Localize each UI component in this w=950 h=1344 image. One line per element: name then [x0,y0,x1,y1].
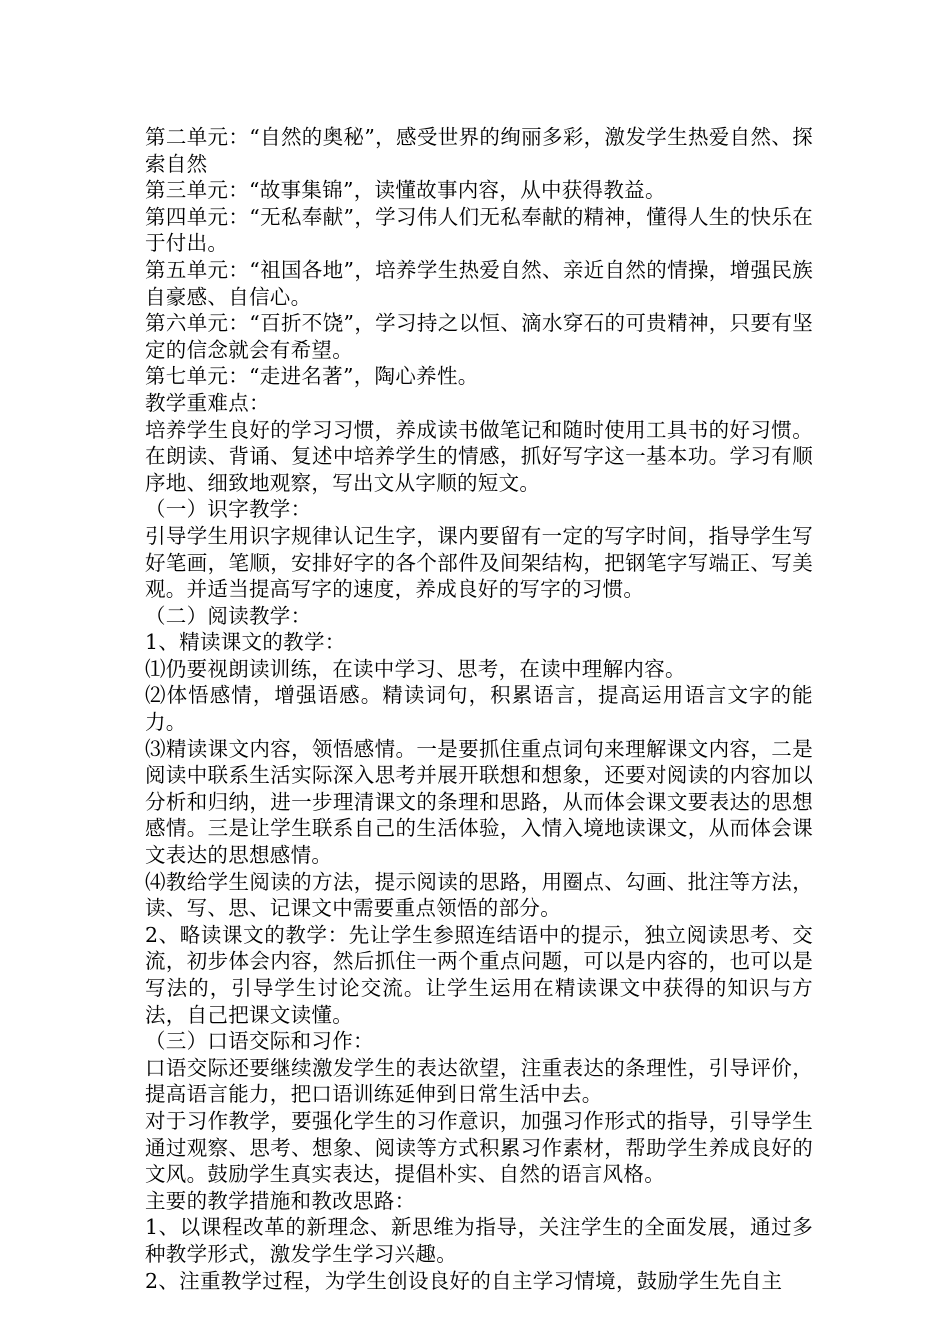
paragraph-key-points: 培养学生良好的学习习惯，养成读书做笔记和随时使用工具书的好习惯。在朗读、背诵、复述中培养学生的情感，抓好写字这一基本功。学习有顺序地、细致地观察，写出文从字顺的短文。 [145,417,813,495]
heading-key-points: 教学重难点： [145,390,270,415]
document-body [145,124,813,1294]
paragraph-literacy: 引导学生用识字规律认记生字，课内要留有一定的写字时间，指导学生写好笔画，笔顺，安排好字的各个部件及间架结构，把钢笔字写端正、写美观。并适当提高写字的速度，养成良好的写字的习惯。 [145,523,813,602]
list-item-reading-4: ⑷教给学生阅读的方法，提示阅读的思路，用圈点、勾画、批注等方法，读、写、思、记课文中需要重点领悟的部分。 [145,869,813,921]
heading-literacy: （一）识字教学： [145,497,312,522]
heading-oral-writing: （三）口语交际和习作： [145,1029,374,1054]
paragraph-writing: 对于习作教学，要强化学生的习作意识，加强习作形式的指导，引导学生通过观察、思考、想象、阅读等方式积累习作素材，帮助学生养成良好的文风。鼓励学生真实表达，提倡朴实、自然的语言风格。 [145,1108,813,1187]
paragraph-unit-7: 第七单元：“走进名著”，陶心养性。 [145,364,479,389]
subheading-intensive-reading: 1、精读课文的教学： [145,630,346,655]
list-item-reading-2: ⑵体悟感情，增强语感。精读词句，积累语言，提高运用语言文字的能力。 [145,683,813,735]
paragraph-oral: 口语交际还要继续激发学生的表达欲望，注重表达的条理性，引导评价，提高语言能力，把口语训练延伸到日常生活中去。 [145,1055,813,1107]
paragraph-unit-4: 第四单元：“无私奉献”，学习伟人们无私奉献的精神，懂得人生的快乐在于付出。 [145,204,813,256]
list-item-reading-1: ⑴仍要视朗读训练，在读中学习、思考，在读中理解内容。 [145,656,686,681]
heading-reading: （二）阅读教学： [145,603,312,628]
paragraph-unit-5: 第五单元：“祖国各地”，培养学生热爱自然、亲近自然的情操，增强民族自豪感、自信心。 [145,257,813,309]
list-item-measure-2: 2、注重教学过程，为学生创设良好的自主学习情境，鼓励学生先自主 [145,1268,783,1293]
list-item-reading-3: ⑶精读课文内容，领悟感情。一是要抓住重点词句来理解课文内容，二是阅读中联系生活实际深入思考并展开联想和想象，还要对阅读的内容加以分析和归纳，进一步理清课文的条理和思路，从而体会课文要表达的思想感情。三是让学生联系自己的生活体验，入情入境地读课文，从而体会课文表达的思想感情。 [145,736,813,868]
heading-measures: 主要的教学措施和教改思路： [145,1188,416,1213]
list-item-measure-1: 1、以课程改革的新理念、新思维为指导，关注学生的全面发展，通过多种教学形式，激发学生学习兴趣。 [145,1215,813,1266]
paragraph-unit-3: 第三单元：“故事集锦”，读懂故事内容，从中获得教益。 [145,178,666,203]
paragraph-unit-2: 第二单元：“自然的奥秘”，感受世界的绚丽多彩，激发学生热爱自然、探索自然 [145,125,813,176]
paragraph-unit-6: 第六单元：“百折不饶”，学习持之以恒、滴水穿石的可贵精神，只要有坚定的信念就会有希望。 [145,311,813,362]
paragraph-skim-reading: 2、略读课文的教学：先让学生参照连结语中的提示，独立阅读思考、交流，初步体会内容，然后抓住一两个重点问题，可以是内容的，也可以是写法的，引导学生讨论交流。让学生运用在精读课文中获得的知识与方法，自己把课文读懂。 [145,922,813,1027]
